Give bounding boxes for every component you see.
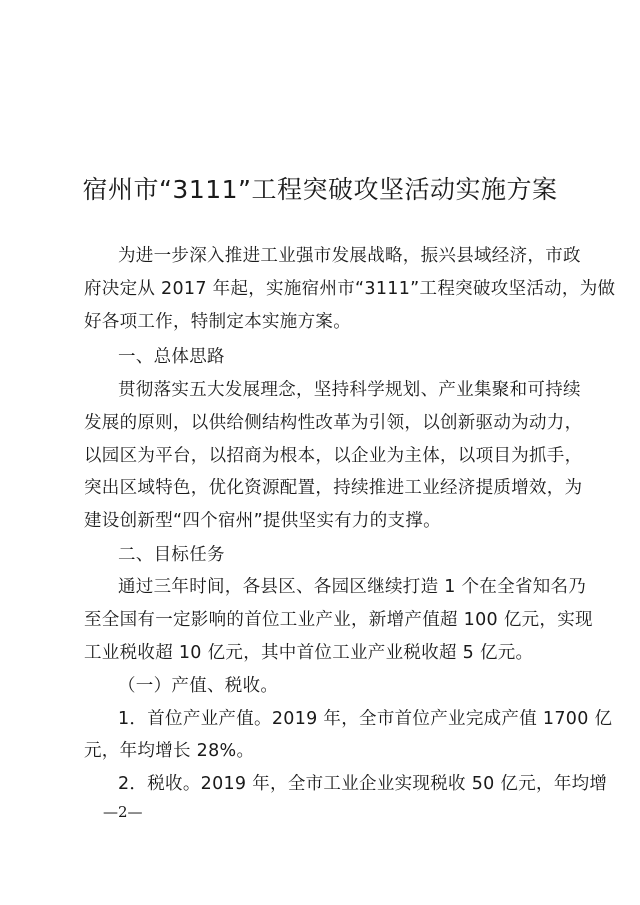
intro-line: 好各项工作，特制定本实施方案。 [84,312,351,332]
document-title: 宿州市“3111”工程突破攻坚活动实施方案 [82,175,558,204]
paragraph-line: 突出区域特色，优化资源配置，持续推进工业经济提质增效，为 [84,478,583,498]
list-item: 元，年均增长 28%。 [84,741,255,761]
intro-line: 府决定从 2017 年起，实施宿州市“3111”工程突破攻坚活动，为做 [84,279,616,299]
subsection-heading: （一）产值、税收。 [118,676,279,696]
paragraph-line: 建设创新型“四个宿州”提供坚实有力的支撑。 [84,511,441,531]
paragraph-line: 发展的原则，以供给侧结构性改革为引领，以创新驱动为动力， [84,413,583,433]
intro-line: 为进一步深入推进工业强市发展战略，振兴县域经济，市政 [118,246,581,266]
section-heading-overall: 一、总体思路 [118,347,225,367]
list-item: 1．首位产业产值。2019 年，全市首位产业完成产值 1700 亿 [118,709,613,729]
paragraph-line: 至全国有一定影响的首位工业产业，新增产值超 100 亿元，实现 [84,610,593,630]
paragraph-line: 通过三年时间，各县区、各园区继续打造 1 个在全省知名乃 [118,577,587,597]
paragraph-line: 以园区为平台，以招商为根本，以企业为主体，以项目为抓手， [84,446,583,466]
section-heading-targets: 二、目标任务 [118,545,225,565]
paragraph-line: 贯彻落实五大发展理念，坚持科学规划、产业集聚和可持续 [118,380,581,400]
list-item: 2．税收。2019 年，全市工业企业实现税收 50 亿元，年均增 [118,774,608,794]
page-number: —2— [103,803,143,821]
paragraph-line: 工业税收超 10 亿元，其中首位工业产业税收超 5 亿元。 [84,643,534,663]
